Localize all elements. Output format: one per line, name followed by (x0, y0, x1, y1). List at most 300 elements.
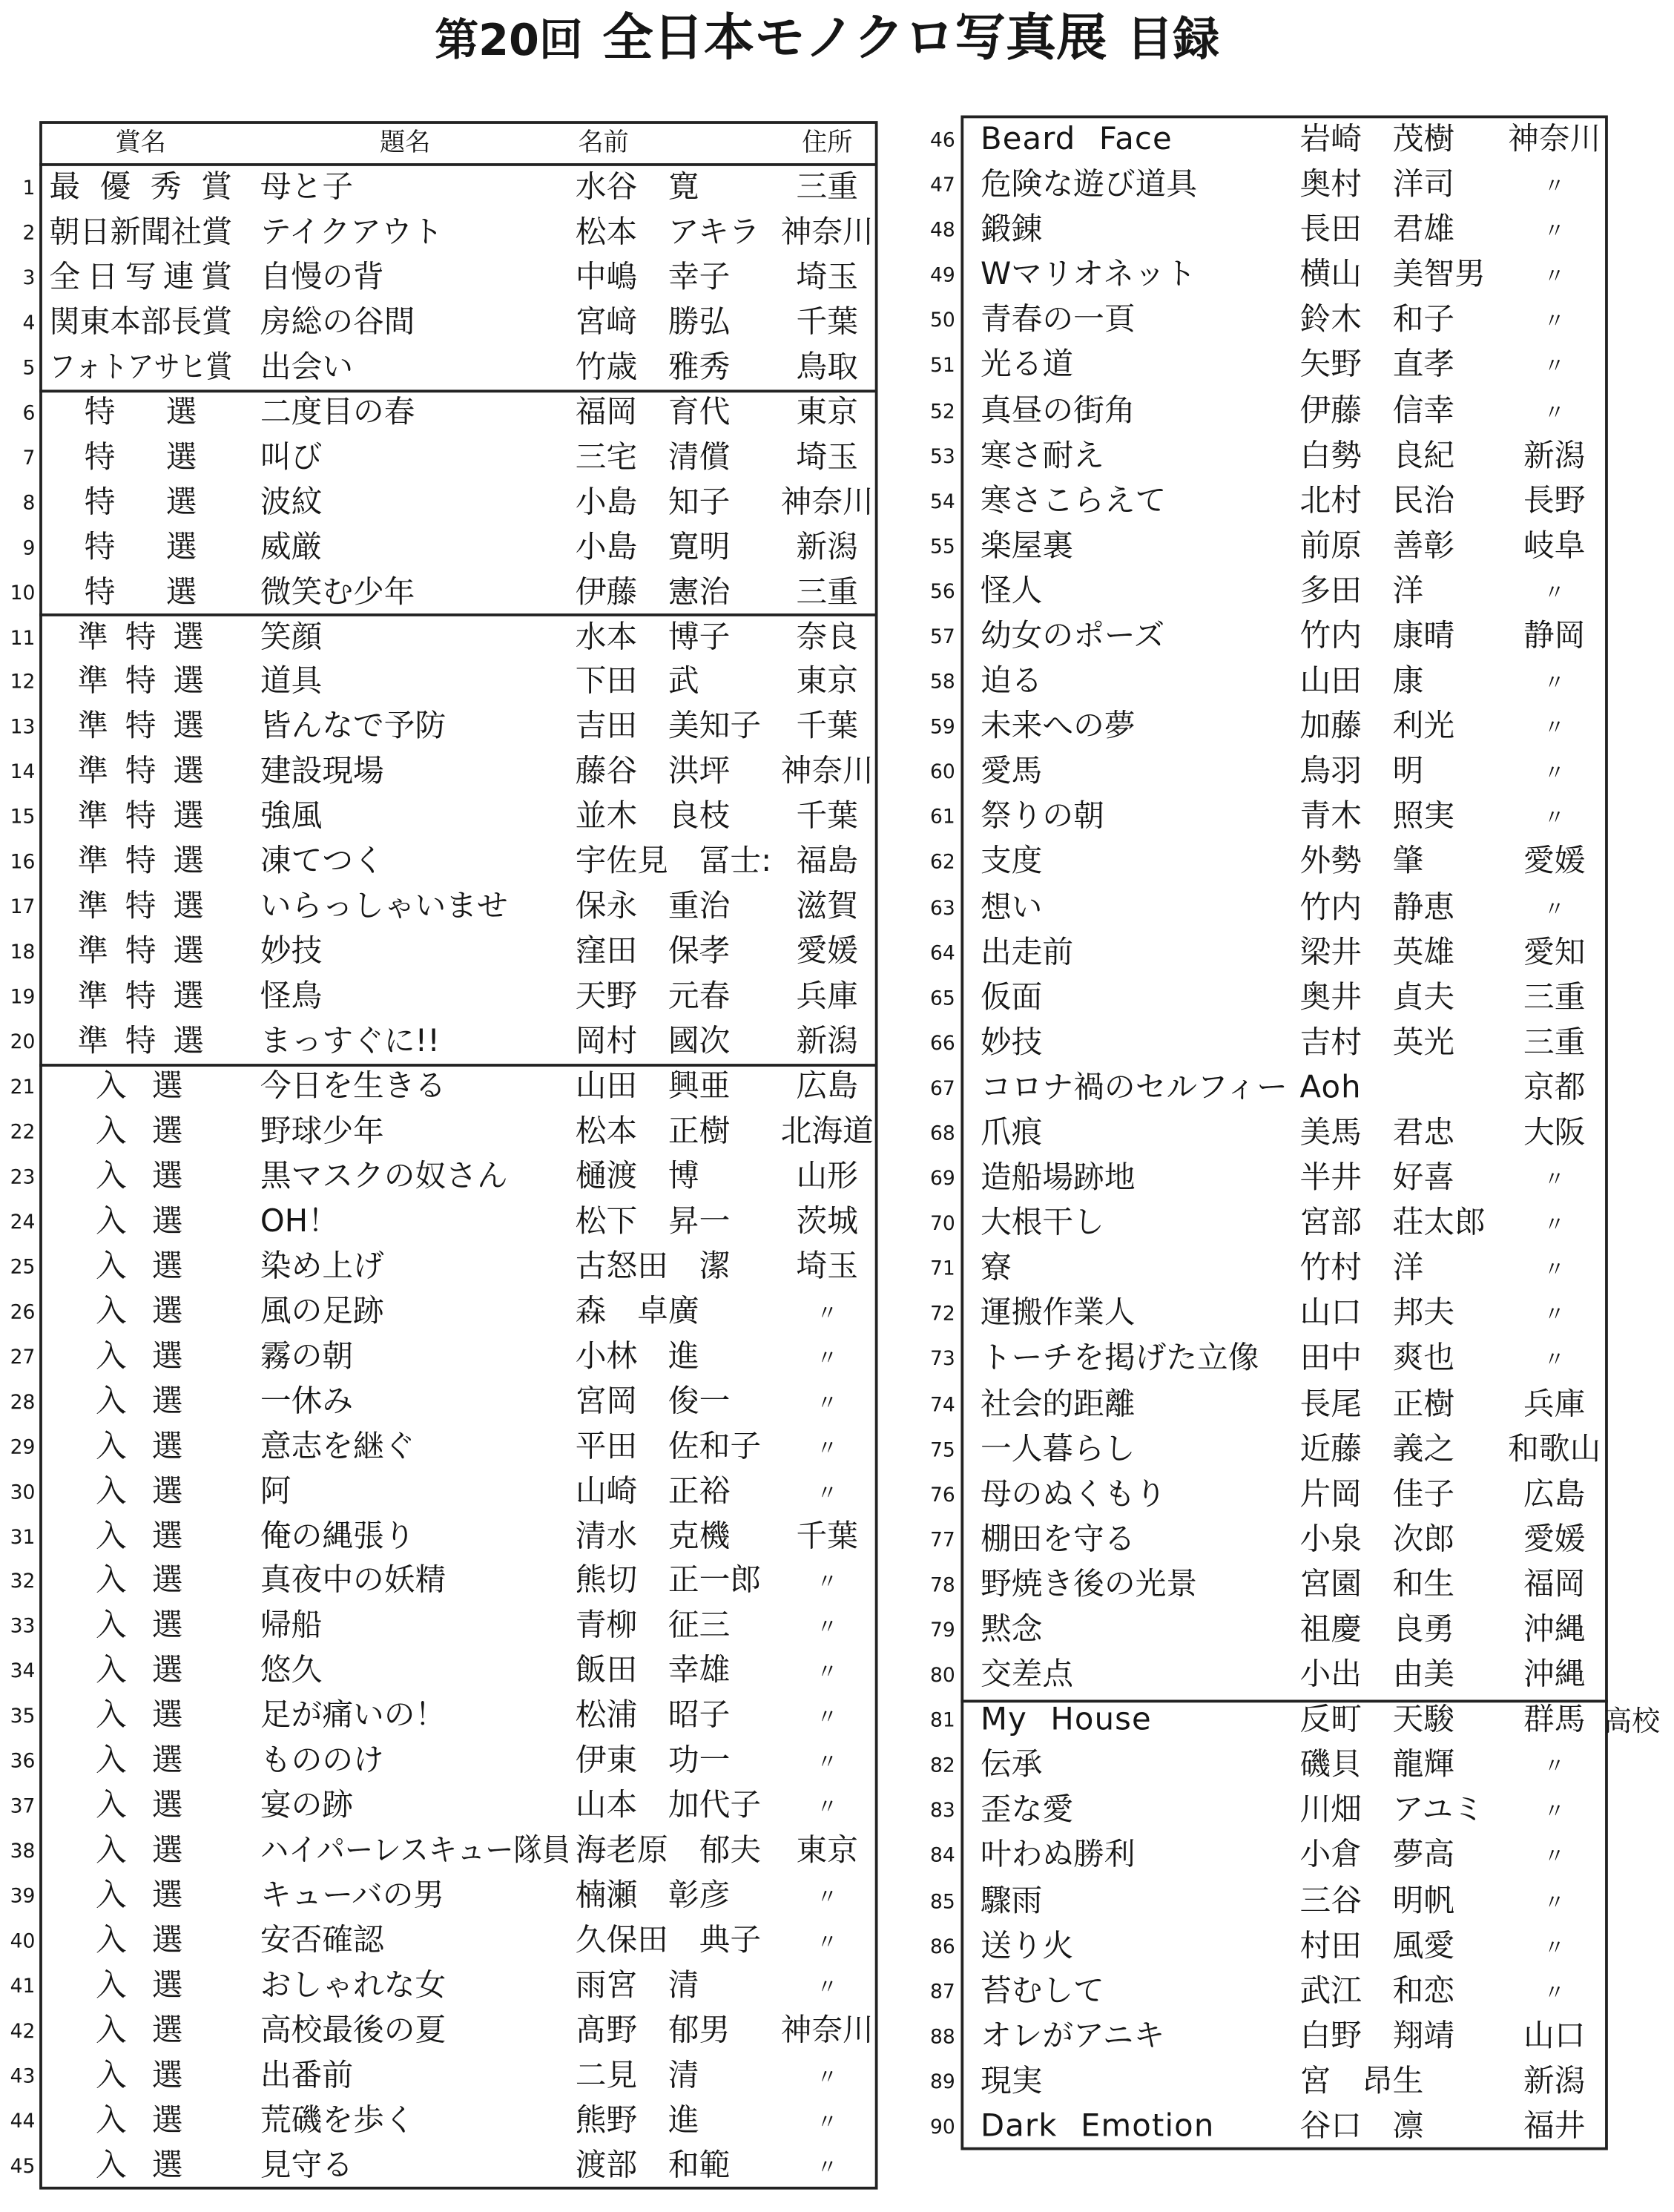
work-title: 俺の縄張り (260, 1518, 415, 1555)
catalog-row (900, 931, 1671, 976)
catalog-row (900, 1473, 1671, 1518)
entry-number: 70 (930, 1213, 955, 1236)
award-char: 選 (165, 484, 197, 521)
award-char: 準 (77, 934, 109, 970)
catalog-row (900, 2015, 1671, 2060)
entry-number: 12 (10, 671, 36, 695)
award-char: 選 (151, 2103, 183, 2139)
photographer-name: 伊藤 信幸 (1299, 393, 1455, 429)
prefecture: 沖縄 (1523, 1657, 1586, 1693)
prefecture: 〃 (816, 2153, 838, 2179)
catalog-row (0, 975, 886, 1021)
entry-number: 82 (930, 1754, 955, 1778)
photographer-name: 山口 邦夫 (1299, 1296, 1455, 1332)
catalog-row (0, 301, 886, 346)
work-title: 爪痕 (980, 1116, 1043, 1151)
entry-number: 9 (22, 536, 36, 560)
entry-number: 47 (930, 174, 955, 197)
entry-number: 84 (930, 1845, 955, 1869)
entry-number: 25 (10, 1256, 36, 1279)
catalog-row (0, 1785, 886, 1830)
prefecture: 鳥取 (796, 349, 858, 386)
work-title: 一人暮らし (980, 1432, 1136, 1467)
prefecture: 〃 (816, 1659, 838, 1685)
award-char: 入 (95, 1159, 127, 1195)
photographer-name: 髙野 郁男 (575, 2013, 731, 2049)
prefecture: 〃 (1543, 805, 1566, 831)
work-title: 驟雨 (980, 1883, 1043, 1919)
catalog-row (900, 1021, 1671, 1067)
work-title: 凍てつく (260, 844, 384, 880)
work-title: 愛馬 (980, 754, 1043, 790)
prefecture: 奈良 (796, 619, 858, 656)
prefecture: 千葉 (796, 709, 858, 745)
award-char: 入 (95, 1294, 127, 1330)
award-char: 選 (151, 1518, 183, 1555)
catalog-row (900, 705, 1671, 751)
prefecture: 〃 (816, 1569, 838, 1596)
entry-number: 48 (930, 220, 955, 243)
entry-number: 46 (930, 129, 955, 152)
award-char: 入 (95, 1699, 127, 1734)
photographer-name: 多田 洋 (1299, 573, 1424, 610)
catalog-row (0, 795, 886, 840)
award-name (96, 1829, 183, 1874)
prefecture: 神奈川 (780, 754, 874, 790)
catalog-row (0, 391, 886, 436)
award-name (96, 1380, 183, 1425)
entry-number: 40 (10, 1930, 36, 1954)
catalog-row (900, 1969, 1671, 2015)
photographer-name: 松下 昇一 (575, 1204, 731, 1240)
award-char: ヒ (179, 349, 206, 386)
catalog-row (900, 254, 1671, 299)
prefecture: 〃 (1543, 760, 1566, 786)
entry-number: 8 (22, 492, 36, 515)
prefecture: 〃 (1543, 1934, 1566, 1960)
work-title: 造船場跡地 (980, 1161, 1136, 1196)
catalog-row (0, 1469, 886, 1515)
photographer-name: 山田 興亜 (575, 1069, 731, 1105)
award-name (77, 975, 204, 1021)
award-char: 長 (171, 305, 202, 340)
work-title: My House (980, 1702, 1152, 1738)
photographer-name: 前原 善彰 (1299, 528, 1455, 564)
photographer-name: 雨宮 清 (575, 1968, 699, 2004)
award-char: 選 (151, 1249, 183, 1285)
work-title: 未来への夢 (980, 709, 1136, 745)
entry-number: 32 (10, 1570, 36, 1594)
catalog-row (900, 570, 1671, 615)
prefecture: 福島 (796, 844, 858, 880)
award-char: ォ (75, 349, 102, 386)
catalog-row (0, 346, 886, 391)
photographer-name: 山田 康 (1299, 664, 1424, 700)
photographer-name: 反町 天駿 (1299, 1702, 1455, 1738)
catalog-row (900, 1383, 1671, 1428)
prefecture: 静岡 (1523, 619, 1586, 655)
award-name (77, 840, 204, 886)
entry-number: 54 (930, 490, 955, 513)
award-char: 選 (151, 1564, 183, 1599)
award-char: 選 (165, 574, 197, 610)
award-char: 特 (84, 530, 116, 565)
catalog-row (0, 1155, 886, 1200)
work-title: 見守る (260, 2148, 354, 2184)
award-char: 入 (95, 1383, 127, 1420)
work-title: オレがアニキ (980, 2018, 1165, 2055)
entry-number: 2 (22, 222, 36, 245)
catalog-row (0, 1065, 886, 1110)
entry-number: 28 (10, 1391, 36, 1414)
award-char: 入 (95, 2058, 127, 2094)
photographer-name: 矢野 直孝 (1299, 348, 1455, 384)
catalog-row (0, 1245, 886, 1290)
prefecture: 〃 (816, 1974, 838, 2000)
work-title: 寒さこらえて (980, 484, 1167, 519)
catalog-row (900, 1337, 1671, 1383)
catalog-row (0, 886, 886, 931)
work-title: 今日を生きる (260, 1069, 446, 1105)
prefecture: 三重 (796, 170, 858, 205)
award-char: 優 (99, 170, 131, 205)
award-name (49, 346, 233, 391)
photographer-name: 窪田 保孝 (575, 934, 731, 970)
photographer-name: 半井 好喜 (1299, 1161, 1455, 1196)
award-name (96, 1964, 183, 2009)
prefecture: 〃 (1543, 218, 1566, 244)
work-title: 野焼き後の光景 (980, 1567, 1198, 1603)
catalog-row (0, 526, 886, 571)
award-char: 選 (151, 1699, 183, 1734)
photographer-name: 小泉 次郎 (1299, 1522, 1455, 1558)
catalog-row (900, 1156, 1671, 1202)
prefecture: 埼玉 (796, 1249, 858, 1285)
photographer-name: 近藤 義之 (1299, 1432, 1455, 1467)
award-name (96, 2054, 183, 2099)
photographer-name: 平田 佐和子 (575, 1429, 762, 1464)
prefecture: 愛媛 (1523, 844, 1586, 880)
work-title: 妙技 (980, 1025, 1043, 1061)
catalog-row (900, 840, 1671, 886)
entry-number: 31 (10, 1526, 36, 1549)
prefecture: 愛媛 (1523, 1522, 1586, 1558)
work-title: 妙技 (260, 934, 323, 970)
award-name (96, 1469, 183, 1515)
work-title: 叫び (260, 440, 323, 475)
work-title: 風の足跡 (260, 1294, 384, 1330)
prefecture: 〃 (1543, 173, 1566, 199)
award-char: 入 (95, 1923, 127, 1959)
catalog-row (900, 1744, 1671, 1789)
catalog-row (0, 1920, 886, 1965)
work-title: 棚田を守る (980, 1522, 1136, 1558)
entry-number: 23 (10, 1166, 36, 1189)
page-title-edition: 第20回 (435, 15, 583, 67)
award-char: 選 (173, 934, 204, 970)
prefecture: 〃 (816, 1389, 838, 1415)
award-char: 選 (151, 1429, 183, 1464)
work-title: 母のぬくもり (980, 1477, 1167, 1512)
prefecture: 〃 (1543, 1754, 1566, 1780)
award-char: 入 (95, 1518, 127, 1555)
work-title: 一休み (260, 1383, 354, 1420)
photographer-name: 岡村 國次 (575, 1024, 731, 1060)
prefecture: 〃 (1543, 1347, 1566, 1373)
prefecture: 福岡 (1523, 1567, 1586, 1603)
award-char: 入 (95, 1204, 127, 1240)
award-char: 写 (125, 260, 156, 296)
work-title: 房総の谷間 (260, 305, 415, 340)
entry-number: 76 (930, 1484, 955, 1507)
award-char: 選 (151, 1968, 183, 2004)
work-title: 真昼の街角 (980, 393, 1136, 429)
work-title: 黙念 (980, 1612, 1043, 1648)
photographer-name: 古怒田 潔 (575, 1249, 731, 1285)
entry-number: 62 (930, 852, 955, 875)
work-title: 運搬作業人 (980, 1296, 1136, 1332)
work-title: OH！ (260, 1204, 339, 1240)
entry-number: 67 (930, 1077, 955, 1101)
prefecture: 東京 (796, 395, 858, 430)
prefecture: 大阪 (1523, 1116, 1586, 1151)
catalog-row (0, 435, 886, 481)
entry-number: 52 (930, 400, 955, 424)
prefecture: 〃 (1543, 1302, 1566, 1328)
entry-number: 50 (930, 310, 955, 333)
award-char: 全 (49, 260, 81, 296)
work-title: 伝承 (980, 1748, 1043, 1783)
catalog-row (900, 1924, 1671, 1969)
award-char: 準 (77, 800, 109, 835)
award-char: 選 (173, 619, 204, 656)
work-title: 歪な愛 (980, 1793, 1074, 1828)
award-char: 選 (165, 395, 197, 430)
prefecture: 山形 (796, 1159, 858, 1195)
work-title: 悠久 (260, 1653, 323, 1689)
award-char: ト (101, 349, 128, 386)
entry-number: 58 (930, 671, 955, 694)
catalog-row (0, 1200, 886, 1245)
work-title: 社会的距離 (980, 1386, 1136, 1422)
award-char: 準 (77, 665, 109, 700)
photographer-name: 武江 和恋 (1299, 1973, 1455, 2009)
award-name (77, 886, 204, 931)
prefecture: 埼玉 (796, 440, 858, 475)
entry-number: 24 (10, 1211, 36, 1234)
catalog-row (0, 1739, 886, 1785)
entry-number: 87 (930, 1981, 955, 2004)
award-name (96, 1200, 183, 1245)
photographer-name: 樋渡 博 (575, 1159, 699, 1195)
work-title: 寮 (980, 1251, 1012, 1287)
award-char: ア (128, 349, 154, 386)
award-char: 聞 (140, 215, 171, 251)
photographer-name: 飯田 幸雄 (575, 1653, 731, 1689)
photographer-name: 青柳 征三 (575, 1608, 731, 1645)
work-title: 楽屋裏 (980, 528, 1074, 564)
entry-number: 15 (10, 806, 36, 829)
entry-number: 74 (930, 1393, 955, 1417)
work-title: もののけ (260, 1743, 384, 1780)
catalog-row (900, 1067, 1671, 1112)
catalog-row (900, 344, 1671, 389)
prefecture: 新潟 (796, 530, 858, 565)
entry-number: 83 (930, 1800, 955, 1823)
award-char: 特 (84, 395, 116, 430)
catalog-row (900, 118, 1671, 163)
award-char: 入 (95, 1069, 127, 1105)
photographer-name: 片岡 佳子 (1299, 1477, 1455, 1512)
photographer-name: 吉村 英光 (1299, 1025, 1455, 1061)
award-name (96, 1739, 183, 1785)
entry-number: 86 (930, 1935, 955, 1958)
prefecture: 神奈川 (780, 484, 874, 521)
entry-number: 71 (930, 1258, 955, 1281)
entry-number: 68 (930, 1122, 955, 1146)
prefecture: 〃 (1543, 398, 1566, 424)
entry-number: 37 (10, 1795, 36, 1819)
work-title: 二度目の春 (260, 395, 415, 430)
award-char: 賞 (201, 305, 233, 340)
award-char: 選 (165, 440, 197, 475)
catalog-row (0, 1020, 886, 1065)
work-title: 出走前 (980, 935, 1074, 971)
catalog-row (0, 1650, 886, 1695)
award-char: 入 (95, 1114, 127, 1150)
photographer-name: 久保田 典子 (575, 1923, 762, 1959)
entry-number: 5 (22, 357, 36, 380)
award-name (96, 1110, 183, 1156)
work-title: 迫る (980, 664, 1043, 700)
photographer-name: 白勢 良紀 (1299, 438, 1455, 474)
photographer-name: 谷口 凛 (1299, 2109, 1424, 2144)
entry-number: 65 (930, 987, 955, 1010)
photographer-name: 鈴木 和子 (1299, 303, 1455, 338)
photographer-name: 三宅 清償 (575, 440, 731, 475)
photographer-name: 宮岡 俊一 (575, 1383, 731, 1420)
prefecture: 〃 (1543, 1798, 1566, 1825)
prefecture: 新潟 (796, 1024, 858, 1060)
catalog-row (900, 1834, 1671, 1879)
prefecture: 〃 (816, 2064, 838, 2090)
entry-number: 36 (10, 1751, 36, 1774)
catalog-row (900, 2060, 1671, 2105)
photographer-name: 下田 武 (575, 665, 699, 700)
work-title: キューバの男 (260, 1878, 445, 1915)
entry-number: 56 (930, 581, 955, 604)
work-title: 宴の跡 (260, 1788, 354, 1824)
entry-number: 61 (930, 806, 955, 829)
work-title: 威厳 (260, 530, 323, 565)
catalog-row (900, 1789, 1671, 1834)
entry-number: 88 (930, 2026, 955, 2049)
entry-number: 77 (930, 1529, 955, 1552)
work-title: トーチを掲げた立像 (980, 1341, 1259, 1377)
award-char: 選 (151, 1069, 183, 1105)
entry-number: 1 (22, 177, 36, 200)
work-title: 帰船 (260, 1608, 323, 1645)
catalog-row (900, 524, 1671, 570)
catalog-row (0, 1380, 886, 1425)
page-title-catalog: 目録 (1126, 11, 1220, 67)
catalog-row (0, 1515, 886, 1560)
photographer-name: 宮﨑 勝弘 (575, 305, 731, 340)
entry-number: 4 (22, 312, 36, 335)
catalog-row (0, 211, 886, 256)
award-char: 選 (151, 2013, 183, 2049)
entry-number: 11 (10, 627, 36, 650)
award-char: 特 (125, 665, 156, 700)
work-title: Dark Emotion (980, 2109, 1215, 2144)
prefecture: 千葉 (796, 1518, 858, 1555)
award-name (77, 705, 204, 751)
award-char: 朝 (49, 215, 80, 251)
award-name (77, 616, 204, 661)
entry-number: 79 (930, 1619, 955, 1642)
catalog-row (900, 1879, 1671, 1924)
entry-number: 10 (10, 582, 36, 605)
catalog-row (900, 1653, 1671, 1699)
photographer-name: 三谷 明帆 (1299, 1883, 1455, 1919)
photographer-name: 水本 博子 (575, 619, 731, 656)
entry-number: 69 (930, 1168, 955, 1191)
work-title: 真夜中の妖精 (260, 1564, 446, 1599)
award-char: 入 (95, 1968, 127, 2004)
photographer-name: 青木 照実 (1299, 800, 1455, 835)
catalog-row (0, 616, 886, 661)
photographer-name: 宮園 和生 (1299, 1567, 1455, 1603)
catalog-row (900, 976, 1671, 1021)
catalog-row (0, 751, 886, 796)
entry-number: 80 (930, 1665, 955, 1688)
award-char: 選 (151, 1474, 183, 1510)
award-char: 入 (95, 1474, 127, 1510)
award-name (77, 1020, 204, 1065)
photographer-name: 北村 民治 (1299, 484, 1455, 519)
entry-number: 26 (10, 1301, 36, 1324)
award-char: 選 (173, 889, 204, 925)
work-title: 安否確認 (260, 1923, 384, 1959)
photographer-name: 藤谷 洪坪 (575, 754, 731, 790)
prefecture: 〃 (1543, 579, 1566, 605)
entry-number: 39 (10, 1886, 36, 1909)
award-char: 選 (151, 1294, 183, 1330)
catalog-row (0, 2099, 886, 2144)
award-char: フ (49, 349, 76, 386)
prefecture: 広島 (1523, 1477, 1586, 1512)
entry-number: 66 (930, 1032, 955, 1056)
award-name (96, 1155, 183, 1200)
entry-number: 73 (930, 1349, 955, 1372)
prefecture: 三重 (796, 574, 858, 610)
catalog-row (0, 1604, 886, 1650)
award-char: 入 (95, 1339, 127, 1375)
photographer-name: 村田 風愛 (1299, 1928, 1455, 1964)
entry-number: 53 (930, 445, 955, 468)
prefecture: 京都 (1523, 1070, 1586, 1106)
award-char: 選 (151, 1788, 183, 1824)
work-title: 出番前 (260, 2058, 354, 2094)
work-title: 危険な遊び道具 (980, 167, 1198, 203)
photographer-name: 宮 昂生 (1299, 2064, 1424, 2099)
award-char: 選 (173, 979, 204, 1015)
prefecture: 山口 (1523, 2018, 1586, 2055)
award-name (49, 301, 233, 346)
photographer-name: 清水 克機 (575, 1518, 731, 1555)
award-name (96, 1515, 183, 1560)
prefecture: 千葉 (796, 800, 858, 835)
